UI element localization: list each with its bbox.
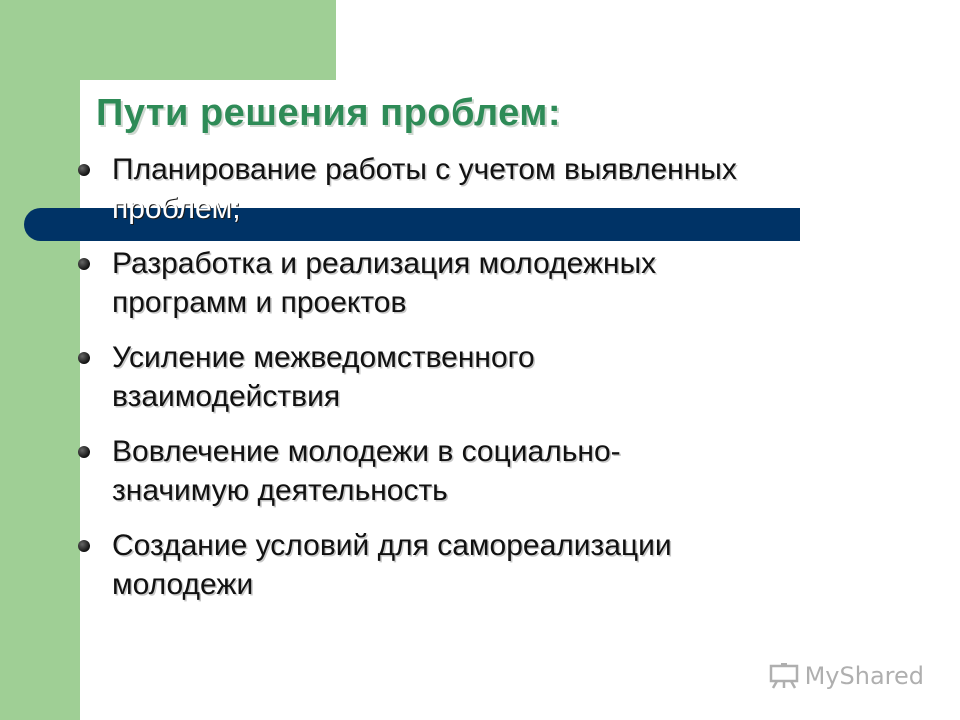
slide-title: Пути решения проблем: xyxy=(96,92,562,134)
bullet-text-line2: взаимодействия xyxy=(112,380,341,413)
bullet-text-line1: Усиление межведомственного xyxy=(112,341,535,374)
bullet-icon xyxy=(78,164,90,176)
bullet-icon xyxy=(78,352,90,364)
bullet-text-line1: Вовлечение молодежи в социально- xyxy=(112,435,621,468)
bullet-list xyxy=(72,150,892,620)
watermark-logo[interactable] xyxy=(769,662,924,690)
list-item xyxy=(72,526,892,604)
green-top-band xyxy=(0,0,336,80)
bullet-icon xyxy=(78,446,90,458)
bullet-icon xyxy=(78,258,90,270)
bullet-text-line2: молодежи xyxy=(112,568,254,601)
bullet-icon xyxy=(78,540,90,552)
bullet-text-line1: Разработка и реализация молодежных xyxy=(112,247,657,280)
watermark-text: MyShared xyxy=(804,662,924,690)
presentation-board-icon xyxy=(769,663,799,689)
list-item xyxy=(72,338,892,416)
bullet-text-line1: Планирование работы с учетом выявленных xyxy=(112,153,737,186)
list-item xyxy=(72,432,892,510)
green-side-band xyxy=(0,0,80,720)
list-item xyxy=(72,150,892,228)
bullet-text-line1: Создание условий для самореализации xyxy=(112,529,672,562)
list-item xyxy=(72,244,892,322)
bullet-text-line2: программ и проектов xyxy=(112,286,407,319)
bullet-text-line2: значимую деятельность xyxy=(112,474,448,507)
bullet-text-line2: проблем; xyxy=(112,192,241,225)
